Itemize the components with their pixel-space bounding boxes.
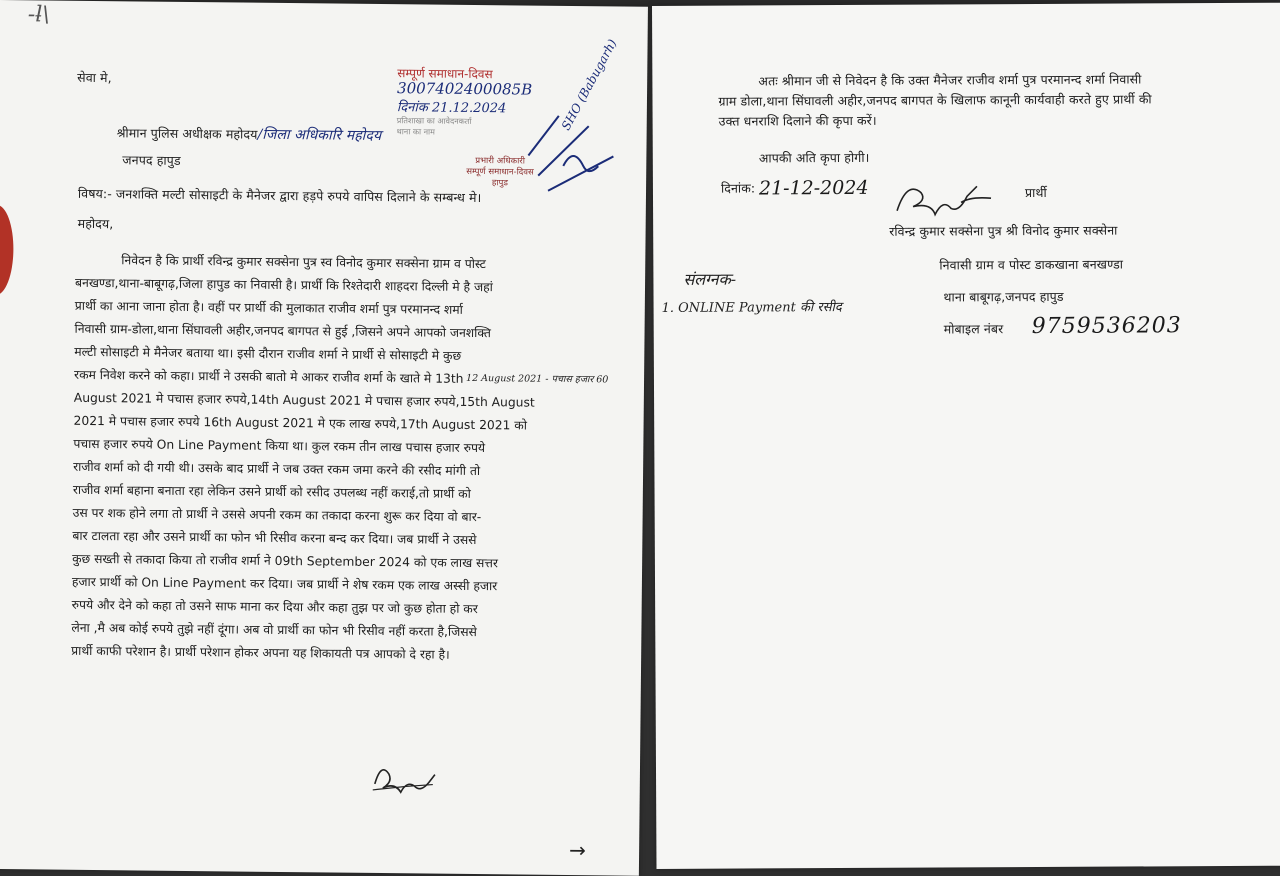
subject-line: विषय:- जनशक्ति मल्टी सोसाइटी के मैनेजर द्वारा हड़पे रुपये वापिस दिलाने के सम्बन्ध मे।	[77, 185, 482, 206]
body-line: राजीव शर्मा बहाना बनाता रहा लेकिन उसने प्रार्थी को रसीद उपलब्ध नहीं कराई,तो प्रार्थी को	[72, 482, 471, 501]
body-line: रकम निवेश करने को कहा। प्रार्थी ने उसकी बातो मे आकर राजीव शर्मा के खाते मे 13th	[74, 367, 464, 386]
next-page-arrow: →	[569, 838, 587, 863]
officer-signature-mark	[518, 95, 629, 206]
address-line-1: निवासी ग्राम व पोस्ट डाकखाना बनखण्डा	[939, 256, 1124, 273]
request-line: अतः श्रीमान जी से निवेदन है कि उक्त मैनेजर राजीव शर्मा पुत्र परमानन्द शर्मा निवासी	[758, 71, 1142, 89]
body-line: बार टालता रहा और उसने प्रार्थी का फोन भी रिसीव करना बन्द कर दिया। जब प्रार्थी ने उससे	[72, 528, 477, 548]
officer-stamp-line2: सम्पूर्ण समाधान-दिवस	[466, 166, 534, 178]
stamp-handwritten-sho: SHO (Babugarh)	[558, 36, 620, 133]
date-value: 21-12-2024	[758, 176, 869, 200]
addressee	[117, 123, 382, 145]
body-line: प्रार्थी का आना जाना होता है। वहीं पर प्रार्थी की मुलाकात राजीव शर्मा पुत्र परमानन्द शर्मा	[74, 298, 463, 317]
applicant-signature-page1	[367, 756, 457, 797]
thanks-line: आपकी अति कृपा होगी।	[758, 149, 870, 166]
letter-body	[71, 249, 585, 668]
receipt-stamp	[397, 64, 533, 138]
body-line: बनखण्डा,थाना-बाबूगढ़,जिला हापुड का निवासी है। प्रार्थी कि रिश्तेदारी शाहदरा दिल्ली मे है जहां	[74, 275, 493, 295]
address-line-2: थाना बाबूगढ़,जनपद हापुड	[943, 288, 1064, 305]
stamp-date: दिनांक 21.12.2024	[396, 100, 507, 117]
finger-at-edge	[0, 205, 14, 295]
body-line: कुछ सख्ती से तकादा किया तो राजीव शर्मा ने 09th September 2024 को एक लाख सत्तर	[72, 551, 498, 571]
body-line: निवासी ग्राम-डोला,थाना सिंघावली अहीर,जनपद बागपत से हुई ,जिसने अपने आपको जनशक्ति	[74, 321, 492, 341]
corner-scribble: -ƚ\	[27, 2, 50, 28]
margin-handwritten-note: 12 August 2021 - पचास हजार 60	[466, 372, 609, 386]
officer-stamp-line1: प्रभारी अधिकारी	[475, 155, 526, 167]
applicant-name: रविन्द्र कुमार सक्सेना पुत्र श्री विनोद कुमार सक्सेना	[889, 222, 1118, 239]
body-line: रुपये और देने को कहा तो उसने साफ माना कर दिया और कहा तुझ पर जो कुछ होता हो कर	[71, 597, 478, 617]
body-line: निवेदन है कि प्रार्थी रविन्द्र कुमार सक्सेना पुत्र स्व विनोद कुमार सक्सेना ग्राम व पोस्ट	[121, 253, 486, 272]
body-line: 2021 मे पचास हजार रुपये 16th August 2021 मे एक लाख रुपये,17th August 2021 को	[73, 413, 528, 433]
body-line: मल्टी सोसाइटी मे मैनेजर बताया था। इसी दौरान राजीव शर्मा ने प्रार्थी से सोसाइटी मे कुछ	[74, 344, 462, 363]
applicant-label: प्रार्थी	[1024, 184, 1047, 201]
district: जनपद हापुड	[122, 152, 181, 168]
letter-page-2	[652, 3, 1280, 869]
stamp-line-5: थाना का नाम	[396, 127, 435, 137]
body-line: पचास हजार रुपये On Line Payment किया था। कुल रकम तीन लाख पचास हजार रुपये	[73, 436, 486, 456]
date-label: दिनांक:	[720, 180, 756, 196]
applicant-signature-page2	[891, 172, 1021, 221]
addressee-handwritten: /जिला अधिकारि महोदय	[257, 126, 382, 144]
enclosure-item: 1. ONLINE Payment की रसीद	[661, 300, 842, 316]
greeting: महोदय,	[77, 215, 114, 232]
body-line: हजार प्रार्थी को On Line Payment कर दिया। जब प्रार्थी ने शेष रकम एक लाख अस्सी हजार	[71, 574, 498, 594]
mobile-value: 9759536203	[1031, 313, 1182, 340]
request-line: उक्त धनराशि दिलाने की कृपा करें।	[718, 112, 877, 129]
body-line: लेना ,मै अब कोई रुपये तुझे नहीं दूंगा। अब वो प्रार्थी का फोन भी रिसीव नहीं करता है,जिससे	[71, 620, 477, 640]
request-line: ग्राम डोला,थाना सिंघावली अहीर,जनपद बागपत के खिलाफ कानूनी कार्यवाही करते हुए प्रार्थी की	[718, 91, 1152, 109]
request-paragraph	[718, 69, 1152, 131]
stamp-line-4: प्रतिशाखा का आवेदनकर्ता	[396, 116, 472, 126]
body-line: प्रार्थी काफी परेशान है। प्रार्थी परेशान होकर अपना यह शिकायती पत्र आपको दे रहा है।	[71, 643, 450, 662]
body-line: August 2021 मे पचास हजार रुपये,14th August 2021 मे पचास हजार रुपये,15th August	[73, 390, 535, 410]
mobile-label: मोबाइल नंबर	[943, 321, 1004, 337]
officer-stamp-line3: हापुड	[491, 178, 508, 189]
addressee-printed: श्रीमान पुलिस अधीक्षक महोदय	[116, 125, 258, 142]
salutation: सेवा मे,	[77, 69, 112, 86]
stamp-ref-number: 3007402400085B	[397, 79, 533, 99]
body-line: राजीव शर्मा को दी गयी थी। उसके बाद प्रार्थी ने जब उक्त रकम जमा करने की रसीद मांगी तो	[73, 459, 481, 479]
stamp-title: सम्पूर्ण समाधान-दिवस	[397, 66, 493, 82]
enclosure-label: संलग्नक-	[683, 269, 737, 289]
body-line: उस पर शक होने लगा तो प्रार्थी ने उससे अपनी रकम का तकादा करना शुरू कर दिया वो बार-	[72, 505, 482, 525]
